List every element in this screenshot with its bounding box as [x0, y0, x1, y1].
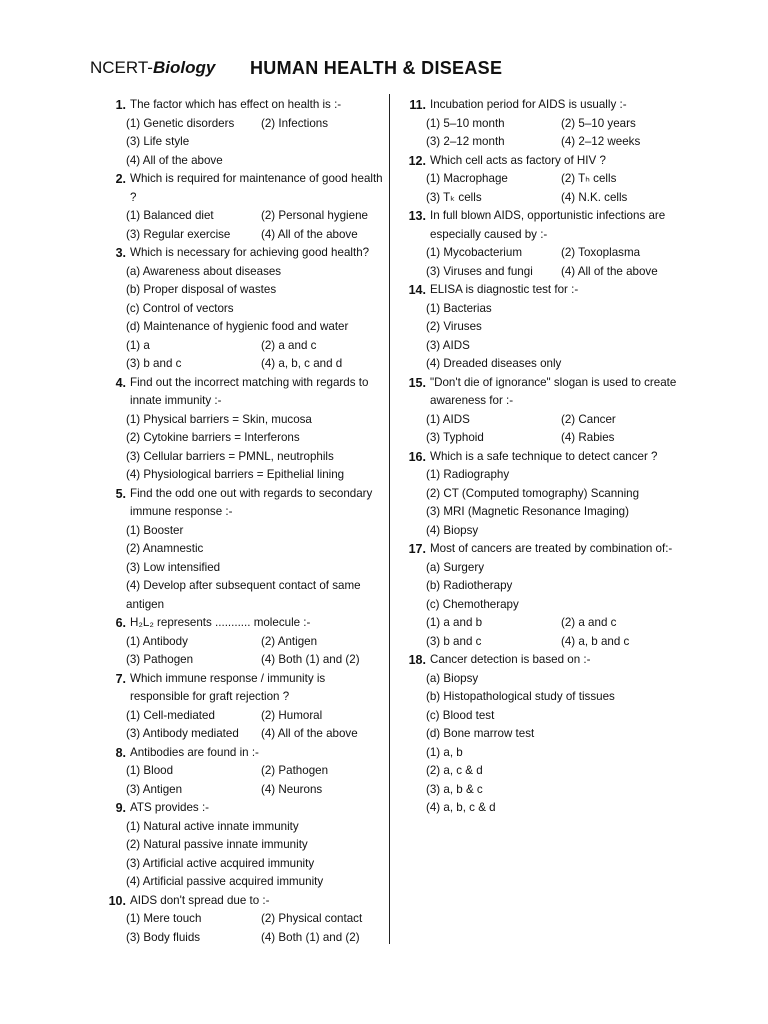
answer-option[interactable]: (4) All of the above — [126, 153, 223, 167]
subject-prefix: NCERT- — [90, 58, 153, 77]
question-options — [96, 115, 386, 171]
question-options — [396, 559, 696, 652]
answer-option[interactable]: (3) Low intensified — [126, 560, 221, 574]
option-row — [126, 411, 386, 430]
answer-option[interactable]: (1) Genetic disorders — [126, 116, 235, 130]
question-options — [96, 818, 386, 892]
option-row — [126, 133, 386, 152]
question-stem — [96, 892, 386, 911]
answer-option[interactable]: (1) Radiography — [426, 468, 510, 481]
answer-option[interactable]: (1) Physical barriers = Skin, mucosa — [126, 412, 312, 426]
question-text: Find out the incorrect matching with regards to innate immunity :- — [130, 375, 369, 407]
option-row — [426, 503, 696, 522]
question-number: 11. — [409, 98, 426, 112]
answer-option[interactable]: (3) a, b & c — [426, 782, 483, 796]
column-divider — [389, 94, 390, 944]
answer-option[interactable]: (4) Develop after subsequent contact of same antigen — [126, 579, 361, 611]
question-number: 15. — [408, 375, 426, 390]
option-row — [126, 651, 386, 670]
question-item — [396, 448, 696, 541]
answer-option[interactable]: (a) Awareness about diseases — [126, 264, 282, 278]
question-item — [396, 281, 696, 374]
answer-option[interactable]: (2) a and c — [561, 616, 617, 629]
answer-option[interactable]: (4) All of the above — [561, 264, 658, 278]
question-number: 8. — [115, 745, 126, 760]
answer-option[interactable]: (d) Maintenance of hygienic food and water — [126, 320, 349, 333]
question-text: The factor which has effect on health is :- — [130, 98, 342, 111]
option-row — [426, 318, 696, 337]
option-row — [426, 688, 696, 707]
question-options — [96, 522, 386, 615]
answer-option[interactable]: (2) Humoral — [261, 708, 323, 722]
option-row — [126, 725, 386, 744]
option-row — [426, 559, 696, 578]
option-row — [426, 337, 696, 356]
question-text: Find the odd one out with regards to secondary immune response :- — [130, 486, 373, 518]
answer-option[interactable]: (3) Cellular barriers = PMNL, neutrophils — [126, 449, 334, 463]
option-row — [426, 596, 696, 615]
question-number: 6. — [115, 616, 126, 630]
question-text: Incubation period for AIDS is usually :- — [430, 98, 627, 111]
answer-option[interactable]: (4) Neurons — [261, 782, 323, 796]
answer-option[interactable]: (2) Cytokine barriers = Interferons — [126, 431, 300, 444]
option-row — [426, 744, 696, 763]
question-number: 10. — [108, 893, 126, 908]
answer-option[interactable]: (1) Blood — [126, 764, 174, 777]
page-header — [90, 56, 690, 86]
answer-option[interactable]: (2) 5–10 years — [561, 116, 636, 130]
answer-option[interactable]: (4) a, b, c and d — [261, 357, 343, 370]
answer-option[interactable]: (3) Antigen — [126, 782, 183, 796]
question-number: 13. — [408, 209, 426, 223]
answer-option[interactable]: (2) Pathogen — [261, 764, 329, 777]
question-number: 2. — [115, 172, 126, 186]
answer-option[interactable]: (4) All of the above — [261, 227, 358, 241]
option-row — [426, 762, 696, 781]
option-row — [426, 633, 696, 652]
question-options — [96, 207, 386, 244]
question-number: 9. — [115, 801, 126, 815]
option-row — [426, 411, 696, 430]
question-stem — [96, 799, 386, 818]
option-row — [126, 781, 386, 800]
question-number: 17. — [408, 542, 426, 556]
question-item — [396, 374, 696, 448]
answer-option[interactable]: (1) a, b — [426, 745, 463, 759]
option-row — [126, 466, 386, 485]
option-row — [426, 781, 696, 800]
answer-option[interactable]: (2) Personal hygiene — [261, 209, 368, 222]
answer-option[interactable]: (1) Antibody — [126, 634, 188, 648]
question-stem — [96, 96, 386, 115]
question-text: Most of cancers are treated by combination of:- — [430, 542, 673, 555]
option-row — [126, 152, 386, 171]
answer-option[interactable]: (2) a, c & d — [426, 764, 483, 777]
question-item — [96, 96, 386, 170]
option-row — [126, 318, 386, 337]
answer-option[interactable]: (2) Natural passive innate immunity — [126, 838, 308, 851]
question-number: 18. — [408, 653, 426, 667]
question-number: 16. — [408, 449, 426, 464]
question-stem — [396, 281, 696, 300]
option-row — [126, 300, 386, 319]
question-text: AIDS don't spread due to :- — [130, 893, 270, 907]
option-row — [426, 189, 696, 208]
answer-option[interactable]: (2) Cancer — [561, 412, 616, 426]
option-row — [426, 429, 696, 448]
answer-option[interactable]: (b) Histopathological study of tissues — [426, 690, 615, 703]
option-row — [426, 355, 696, 374]
question-text: In full blown AIDS, opportunistic infections are especially caused by :- — [430, 209, 666, 241]
option-row — [426, 670, 696, 689]
answer-option[interactable]: (3) Artificial active acquired immunity — [126, 856, 315, 870]
answer-option[interactable]: (3) Antibody mediated — [126, 727, 239, 740]
answer-option[interactable]: (1) Mycobacterium — [426, 246, 522, 259]
question-number: 4. — [115, 375, 126, 390]
question-text: H₂L₂ represents ........... molecule :- — [130, 616, 311, 629]
option-row — [126, 337, 386, 356]
question-stem — [96, 485, 386, 522]
answer-option[interactable]: (1) Macrophage — [426, 172, 508, 185]
question-stem — [96, 670, 386, 707]
option-row — [426, 133, 696, 152]
question-stem — [396, 374, 696, 411]
answer-option[interactable]: (4) a, b and c — [561, 634, 630, 648]
answer-option[interactable]: (1) Natural active innate immunity — [126, 819, 299, 833]
question-item — [96, 244, 386, 374]
answer-option[interactable]: (3) AIDS — [426, 338, 470, 352]
option-row — [426, 485, 696, 504]
option-row — [426, 115, 696, 134]
question-options — [396, 466, 696, 540]
answer-option[interactable]: (4) All of the above — [261, 727, 358, 740]
answer-option[interactable]: (c) Control of vectors — [126, 301, 234, 315]
option-row — [426, 244, 696, 263]
answer-option[interactable]: (1) a and b — [426, 616, 483, 629]
question-item — [396, 96, 696, 152]
answer-option[interactable]: (3) b and c — [126, 357, 182, 370]
question-stem — [96, 374, 386, 411]
question-item — [396, 651, 696, 818]
question-options — [96, 411, 386, 485]
answer-option[interactable]: (1) Mere touch — [126, 912, 202, 925]
question-text: ELISA is diagnostic test for :- — [430, 283, 579, 296]
answer-option[interactable]: (4) 2–12 weeks — [561, 135, 641, 148]
question-text: Which is necessary for achieving good health? — [130, 246, 370, 259]
answer-option[interactable]: (b) Radiotherapy — [426, 579, 513, 592]
option-row — [126, 929, 386, 948]
question-text: Which cell acts as factory of HIV ? — [430, 153, 606, 167]
subject-label — [90, 58, 215, 78]
question-text: Antibodies are found in :- — [130, 745, 259, 759]
answer-option[interactable]: (1) Booster — [126, 523, 184, 537]
subject-name: Biology — [152, 58, 216, 77]
option-row — [126, 873, 386, 892]
answer-option[interactable]: (4) Both (1) and (2) — [261, 930, 360, 944]
option-row — [126, 429, 386, 448]
question-item — [96, 485, 386, 615]
question-item — [96, 170, 386, 244]
answer-option[interactable]: (3) 2–12 month — [426, 135, 505, 148]
question-text: ATS provides :- — [130, 801, 210, 814]
answer-option[interactable]: (a) Surgery — [426, 560, 484, 574]
answer-option[interactable]: (2) Antigen — [261, 634, 318, 648]
option-row — [426, 170, 696, 189]
question-item — [96, 374, 386, 485]
question-number: 14. — [408, 283, 426, 297]
option-row — [126, 355, 386, 374]
option-row — [426, 725, 696, 744]
answer-option[interactable]: (2) Physical contact — [261, 912, 363, 925]
option-row — [426, 707, 696, 726]
question-options — [396, 244, 696, 281]
answer-option[interactable]: (1) AIDS — [426, 412, 470, 426]
option-row — [126, 263, 386, 282]
question-options — [396, 670, 696, 818]
question-item — [396, 207, 696, 281]
question-options — [396, 170, 696, 207]
answer-option[interactable]: (4) Rabies — [561, 431, 615, 444]
question-stem — [396, 96, 696, 115]
question-stem — [396, 448, 696, 467]
answer-option[interactable]: (1) Balanced diet — [126, 209, 214, 222]
answer-option[interactable]: (3) Life style — [126, 135, 190, 148]
answer-option[interactable]: (d) Bone marrow test — [426, 727, 535, 740]
option-row — [126, 633, 386, 652]
question-text: "Don't die of ignorance" slogan is used to create awareness for :- — [430, 375, 677, 407]
answer-option[interactable]: (3) Typhoid — [426, 431, 484, 444]
answer-option[interactable] — [261, 152, 386, 171]
option-row — [126, 207, 386, 226]
question-options — [96, 633, 386, 670]
answer-option[interactable]: (a) Biopsy — [426, 671, 479, 685]
answer-option[interactable]: (4) Dreaded diseases only — [426, 357, 562, 370]
answer-option[interactable]: (2) Viruses — [426, 320, 482, 333]
answer-option[interactable]: (4) Biopsy — [426, 523, 479, 537]
question-options — [96, 263, 386, 374]
answer-option[interactable]: (1) 5–10 month — [426, 116, 505, 130]
option-row — [126, 281, 386, 300]
option-row — [426, 614, 696, 633]
option-row — [126, 762, 386, 781]
question-stem — [396, 152, 696, 171]
option-row — [126, 522, 386, 541]
option-row — [126, 448, 386, 467]
option-row — [426, 466, 696, 485]
question-number: 5. — [115, 486, 126, 501]
answer-option[interactable]: (2) Anamnestic — [126, 542, 204, 555]
answer-option[interactable]: (2) Tₕ cells — [561, 172, 617, 185]
option-row — [126, 226, 386, 245]
answer-option[interactable]: (4) Artificial passive acquired immunity — [126, 875, 324, 888]
answer-option[interactable]: (c) Chemotherapy — [426, 597, 519, 611]
question-item — [96, 799, 386, 892]
question-stem — [96, 170, 386, 207]
right-question-column — [396, 96, 696, 818]
page-title: HUMAN HEALTH & DISEASE — [250, 58, 503, 78]
option-row — [126, 855, 386, 874]
answer-option[interactable]: (3) Pathogen — [126, 653, 194, 666]
question-item — [396, 152, 696, 208]
answer-option[interactable]: (2) Infections — [261, 116, 329, 130]
answer-option[interactable]: (3) Regular exercise — [126, 227, 231, 241]
answer-option[interactable]: (2) CT (Computed tomography) Scanning — [426, 486, 640, 500]
answer-option[interactable]: (3) b and c — [426, 634, 482, 648]
question-item — [396, 540, 696, 651]
answer-option[interactable]: (3) Body fluids — [126, 930, 201, 944]
question-number: 12. — [408, 153, 426, 168]
option-row — [426, 522, 696, 541]
question-stem — [96, 744, 386, 763]
question-number: 3. — [115, 246, 126, 260]
answer-option[interactable]: (b) Proper disposal of wastes — [126, 283, 277, 296]
answer-option[interactable]: (1) Bacterias — [426, 301, 492, 315]
question-options — [396, 115, 696, 152]
question-text: Which is required for maintenance of good health ? — [130, 172, 383, 204]
option-row — [426, 263, 696, 282]
question-stem — [96, 614, 386, 633]
left-question-column — [96, 96, 386, 947]
question-item — [96, 670, 386, 744]
question-text: Cancer detection is based on :- — [430, 653, 591, 666]
question-options — [96, 762, 386, 799]
option-row — [126, 559, 386, 578]
answer-option[interactable]: (2) a and c — [261, 338, 317, 352]
answer-option[interactable]: (4) N.K. cells — [561, 190, 628, 204]
option-row — [126, 836, 386, 855]
option-row — [126, 910, 386, 929]
question-item — [96, 744, 386, 800]
option-row — [126, 115, 386, 134]
answer-option[interactable]: (3) Viruses and fungi — [426, 264, 533, 278]
question-options — [96, 910, 386, 947]
question-options — [96, 707, 386, 744]
answer-option[interactable]: (4) a, b, c & d — [426, 801, 496, 814]
question-text: Which immune response / immunity is responsible for graft rejection ? — [130, 671, 326, 703]
answer-option[interactable]: (4) Both (1) and (2) — [261, 653, 360, 666]
option-row — [126, 577, 386, 614]
question-number: 1. — [115, 98, 126, 112]
question-options — [396, 411, 696, 448]
question-stem — [396, 207, 696, 244]
question-item — [96, 614, 386, 670]
answer-option[interactable]: (c) Blood test — [426, 708, 495, 722]
question-stem — [396, 540, 696, 559]
question-number: 7. — [115, 671, 126, 686]
question-options — [396, 300, 696, 374]
answer-option[interactable] — [261, 133, 386, 152]
answer-option[interactable]: (1) Cell-mediated — [126, 708, 215, 722]
option-row — [126, 707, 386, 726]
option-row — [426, 799, 696, 818]
option-row — [126, 540, 386, 559]
question-item — [96, 892, 386, 948]
question-text: Which is a safe technique to detect cancer ? — [430, 449, 658, 463]
option-row — [426, 300, 696, 319]
answer-option[interactable]: (2) Toxoplasma — [561, 246, 641, 259]
answer-option[interactable]: (1) a — [126, 338, 150, 352]
answer-option[interactable]: (3) MRI (Magnetic Resonance Imaging) — [426, 505, 629, 518]
question-stem — [96, 244, 386, 263]
answer-option[interactable]: (4) Physiological barriers = Epithelial lining — [126, 468, 345, 481]
option-row — [426, 577, 696, 596]
answer-option[interactable]: (3) Tₖ cells — [426, 190, 482, 204]
question-stem — [396, 651, 696, 670]
option-row — [126, 818, 386, 837]
